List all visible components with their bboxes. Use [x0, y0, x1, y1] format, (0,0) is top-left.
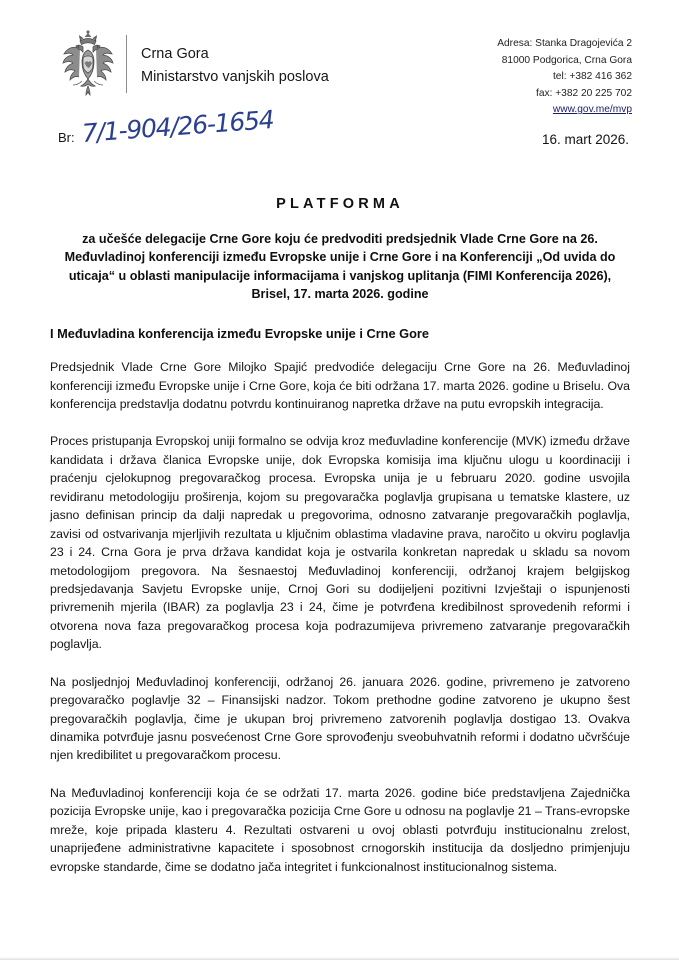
- montenegro-coat-of-arms-icon: [58, 28, 118, 100]
- page-title: PLATFORMA: [276, 196, 404, 212]
- body-paragraph: Proces pristupanja Evropskoj uniji formalno se odvija kroz međuvladine konferencije (MVK) između države kandidata i država članica Evropske unije, dok Evropska komisija ima ključnu ulogu u koordinaciji i praćenju cjelokupnog pregovaračkog procesa. Evropska unija je u februaru 2020. godine usvojila revidiranu metodologiju proširenja, kojom su pregovaračka poglavlja grupisana u tematske klastere, uz jasno definisan princip da dalji napredak u pregovorima, odnosno zatvaranje pregovaračkih poglavlja, zavisi od ostvarivanja mjerljivih rezultata u ključnim oblastima vladavine prava, naročito u okviru poglavlja 23 i 24. Crna Gora je prva država kandidat koja je ostvarila konkretan napredak u skladu sa novom metodologijom pregovora. Na šesnaestoj Međuvladinoj konferenciji, održanoj krajem belgijskog predsjedavanja Savjetu Evropske unije, Crnoj Gori su dodijeljeni pozitivni Izvještaji o ispunjenosti privremenih mjerila (IBAR) za poglavlja 23 i 24, čime je potvrđena kredibilnost sprovedenih reformi i otvorena nova faza pregovaračkog procesa koja podrazumijeva privremeno zatvaranje pregovaračkih poglavlja.: [50, 434, 630, 652]
- document-subtitle: za učešće delegacije Crne Gore koju će predvoditi predsjednik Vlade Crne Gore na 26. Međuvladinoj konferenciji između Evropske unije i Crne Gore i na Konferenciji „Od uvida do uticaja“ u oblasti manipulacije informacijama i vanjskog uplitanja (FIMI Konferencija 2026), Brisel, 17. marta 2026. godine: [64, 232, 616, 302]
- address-tel: tel: +382 416 362: [552, 71, 632, 83]
- organization-name: Crna Gora: [141, 46, 209, 63]
- address-street: Adresa: Stanka Dragojevića 2: [497, 38, 632, 49]
- letterhead-divider: [126, 35, 127, 93]
- address-block: [497, 36, 632, 119]
- body-paragraph: Na posljednjoj Međuvladinoj konferenciji, održanoj 26. januara 2026. godine, privremeno je zatvoreno pregovaračko poglavlje 32 – Finansijski nadzor. Tokom prethodne godine zatvoreno je ukupno šest pregovaračkih poglavlja, čime je ukupan broj privremeno zatvorenih poglavlja dostigao 13. Ovakva dinamika potvrđuje jasnu posvećenost Crne Gore sprovođenju sveobuhvatnih reformi i dodatno učvršćuje njen kredibilitet u pregovaračkom procesu.: [50, 674, 630, 763]
- section-heading: I Međuvladina konferencija između Evropske unije i Crne Gore: [50, 325, 430, 341]
- address-city: 81000 Podgorica, Crna Gora: [501, 54, 632, 66]
- organization-names: [141, 43, 329, 84]
- address-website-link[interactable]: www.gov.me/mvp: [552, 104, 632, 116]
- letterhead-identity: [58, 28, 329, 100]
- body-paragraph: Na Međuvladinoj konferenciji koja će se održati 17. marta 2026. godine biće predstavljena Zajednička pozicija Evropske unije, kao i pregovaračka pozicija Crne Gore u odnosu na poglavlje 21 – Trans-evropske mreže, koje pripada klasteru 4. Rezultati ostvareni u ovoj oblasti potvrđuju institucionalnu zrelost, unaprijeđene administrativne kapacitete i sposobnost crnogorskih institucija da dosljedno primjenjuju evropske standarde, čime se dodatno jača integritet i funkcionalnost institucionalnog sistema.: [50, 785, 630, 874]
- body-paragraph: Predsjednik Vlade Crne Gore Milojko Spajić predvodiće delegaciju Crne Gore na 26. Međuvladinoj konferenciji između Evropske unije i Crne Gore, koja će biti održana 17. marta 2026. godine u Briselu. Ova konferencija predstavlja dodatnu potvrdu kontinuiranog napretka države na putu evropskih integracija.: [50, 360, 630, 411]
- reference-number-handwritten: 7/1-904/26-1654: [80, 104, 275, 148]
- address-fax: fax: +382 20 225 702: [535, 87, 632, 99]
- ministry-name: Ministarstvo vanjskih poslova: [141, 68, 329, 85]
- reference-label: Br:: [58, 130, 75, 145]
- document-content: [50, 196, 630, 876]
- letterhead: [0, 28, 679, 124]
- document-date: 16. mart 2026.: [541, 132, 629, 147]
